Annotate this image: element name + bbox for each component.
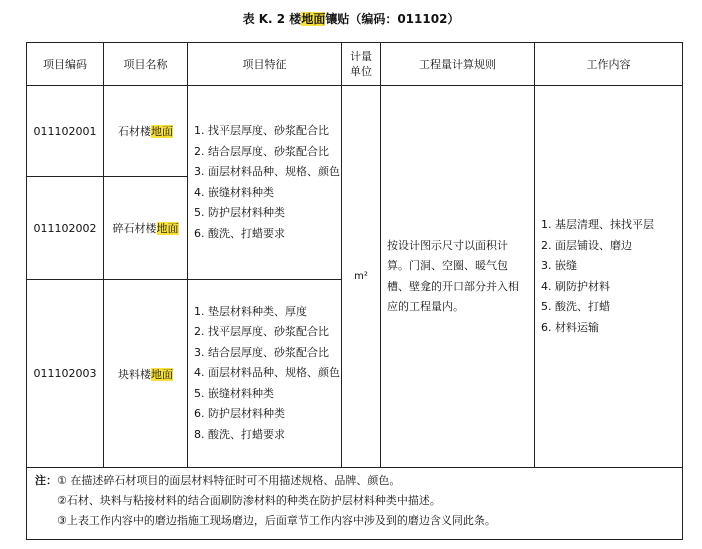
list-item: 3. 结合层厚度、砂浆配合比 xyxy=(194,345,329,359)
row-name xyxy=(104,177,188,280)
note-1 xyxy=(35,471,682,491)
row-code: 011102003 xyxy=(27,280,104,468)
list-item: 1. 找平层厚度、砂浆配合比 xyxy=(194,124,329,137)
row-name-highlight: 地面 xyxy=(156,222,179,235)
row-code: 011102001 xyxy=(27,86,104,177)
title-text: 表 K. 2 楼 xyxy=(242,12,302,26)
bill-of-quantities-table xyxy=(26,42,683,540)
row-name xyxy=(104,86,188,177)
header-name: 项目名称 xyxy=(104,43,188,86)
row-name-text: 块料楼 xyxy=(118,367,151,381)
list-item: 4. 面层材料品种、规格、颜色 xyxy=(194,366,340,380)
notes-row xyxy=(27,468,683,540)
list-item: 2. 面层铺设、磨边 xyxy=(541,238,632,252)
note-1-text: ① 在描述碎石材项目的面层材料特征时可不用描述规格、品牌、颜色。 xyxy=(57,474,401,487)
list-item: 4. 嵌缝材料种类 xyxy=(194,185,274,199)
notes-cell xyxy=(27,468,683,540)
row-name xyxy=(104,280,188,468)
list-item: 5. 防护层材料种类 xyxy=(194,206,285,219)
list-item: 3. 面层材料品种、规格、颜色 xyxy=(194,165,340,178)
list-item: 1. 垫层材料种类、厚度 xyxy=(194,304,307,318)
note-2: ②石材、块料与粘接材料的结合面刷防渗材料的种类在防护层材料种类中描述。 xyxy=(57,494,441,507)
work-list xyxy=(535,86,683,468)
row-code: 011102002 xyxy=(27,177,104,280)
note-3: ③上表工作内容中的磨边指施工现场磨边，后面章节工作内容中涉及到的磨边含义同此条。 xyxy=(57,514,496,527)
table-title xyxy=(0,10,702,27)
features-list-b xyxy=(188,280,342,468)
header-work: 工作内容 xyxy=(535,43,683,86)
list-item: 5. 酸洗、打蜡 xyxy=(541,300,610,313)
row-name-highlight: 地面 xyxy=(151,367,173,381)
header-rule: 工程量计算规则 xyxy=(381,43,535,86)
title-highlight: 地面 xyxy=(301,12,326,26)
row-name-highlight: 地面 xyxy=(151,125,173,138)
list-item: 3. 嵌缝 xyxy=(541,259,577,272)
list-item: 2. 找平层厚度、砂浆配合比 xyxy=(194,325,329,339)
notes-label: 注： xyxy=(35,474,57,487)
list-item: 1. 基层清理、抹找平层 xyxy=(541,218,654,231)
header-code: 项目编码 xyxy=(27,43,104,86)
list-item: 4. 刷防护材料 xyxy=(541,279,610,293)
list-item: 5. 嵌缝材料种类 xyxy=(194,386,274,400)
list-item: 6. 防护层材料种类 xyxy=(194,407,285,421)
features-list-a xyxy=(188,86,342,280)
list-item: 6. 材料运输 xyxy=(541,320,599,334)
unit-cell: m² xyxy=(342,86,381,468)
header-unit: 计量 单位 xyxy=(342,43,381,86)
header-row xyxy=(27,43,683,86)
row-name-text: 碎石材楼 xyxy=(112,222,157,235)
title-text-suffix: 镶贴（编码：011102） xyxy=(325,12,460,26)
list-item: 6. 酸洗、打蜡要求 xyxy=(194,226,285,240)
header-features: 项目特征 xyxy=(188,43,342,86)
table-row xyxy=(27,86,683,177)
rule-cell: 按设计图示尺寸以面积计算。门洞、空圈、暖气包槽、壁龛的开口部分并入相应的工程量内。 xyxy=(381,86,535,468)
list-item: 8. 酸洗、打蜡要求 xyxy=(194,427,285,441)
list-item: 2. 结合层厚度、砂浆配合比 xyxy=(194,144,329,158)
row-name-text: 石材楼 xyxy=(118,125,151,138)
